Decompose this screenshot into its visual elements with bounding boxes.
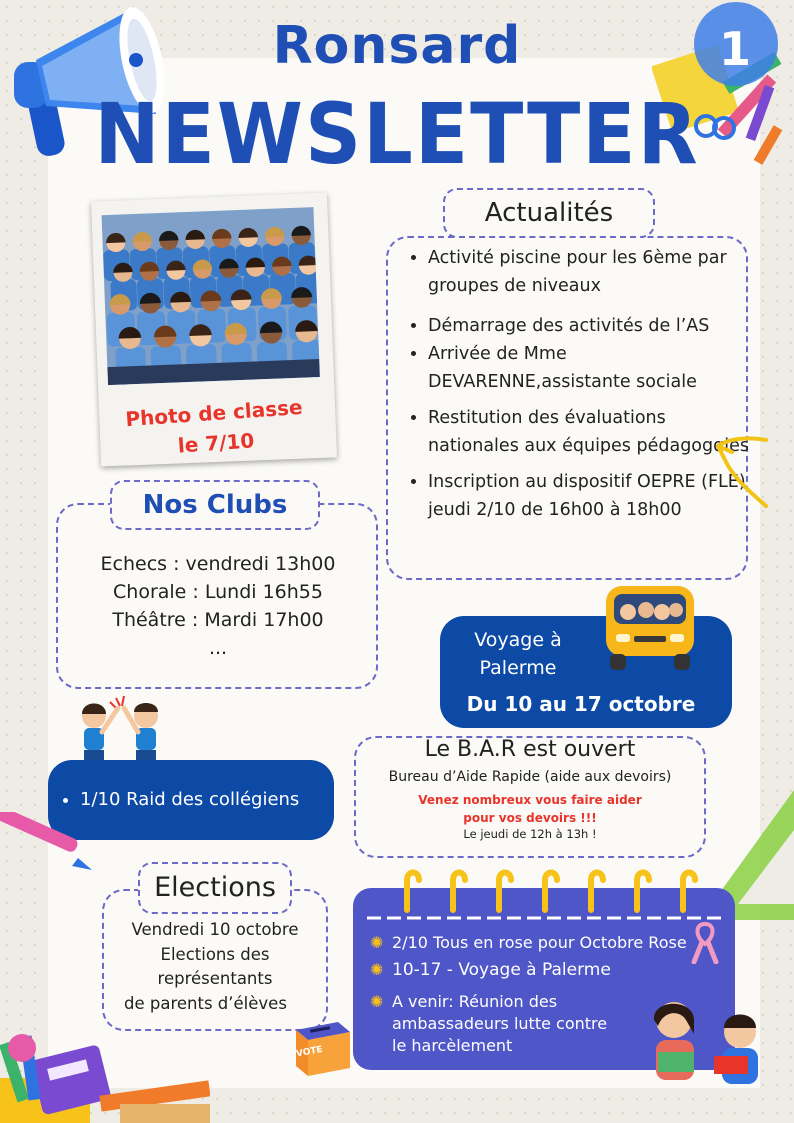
class-photo	[102, 207, 320, 385]
photo-caption-line2: le 7/10	[177, 428, 256, 458]
agenda-item-text: 10-17 - Voyage à Palerme	[392, 960, 611, 980]
club-item: Chorale : Lundi 16h55	[113, 581, 323, 603]
club-item: Echecs : vendredi 13h00	[100, 553, 336, 575]
voyage-line2: Palerme	[479, 657, 557, 679]
voyage-dates: Du 10 au 17 octobre	[466, 692, 696, 716]
bar-schedule: Le jeudi de 12h à 13h !	[463, 827, 597, 841]
newsletter-title-main: NEWSLETTER	[94, 86, 700, 184]
bar-subtitle: Bureau d’Aide Rapide (aide aux devoirs)	[388, 769, 672, 785]
newsletter-title-top: Ronsard	[272, 16, 522, 76]
voyage-title	[450, 626, 586, 682]
kids-high-five-illustration	[66, 694, 176, 768]
bar-highlight	[354, 791, 706, 827]
actualites-item: • Restitution des évaluations nationales aux équipes pédagogqies	[428, 404, 750, 460]
elections-line: de parents d’élèves	[124, 993, 287, 1013]
arrow-icon	[704, 432, 774, 512]
elections-title: Elections	[138, 862, 292, 914]
actualites-item: • Arrivée de Mme DEVARENNE,assistante sociale	[428, 340, 750, 396]
actualites-list	[404, 244, 750, 532]
stationery-pile-illustration	[0, 1018, 210, 1123]
actualites-title: Actualités	[443, 188, 655, 238]
elections-line: Elections des	[160, 944, 270, 964]
club-item: Théâtre : Mardi 17h00	[112, 609, 324, 631]
bar-title: Le B.A.R est ouvert	[424, 737, 636, 762]
bar-highlight-line2: pour vos devoirs !!!	[463, 811, 597, 825]
sun-bullet-icon: ✺	[370, 933, 384, 952]
raid-list	[56, 786, 332, 822]
sun-bullet-icon: ✺	[370, 960, 384, 979]
school-bus-icon	[600, 578, 700, 674]
sun-bullet-icon: ✺	[370, 992, 384, 1011]
agenda-item-text: 2/10 Tous en rose pour Octobre Rose	[392, 933, 687, 952]
agenda-item	[370, 959, 694, 981]
clubs-list	[60, 550, 376, 662]
vote-label: VOTE	[295, 1044, 324, 1060]
agenda-item	[370, 991, 620, 1057]
bar-highlight-line1: Venez nombreux vous faire aider	[418, 793, 642, 807]
issue-number: 1	[718, 22, 751, 76]
photo-caption-line1: Photo de classe	[124, 394, 304, 432]
elections-line: Vendredi 10 octobre	[131, 920, 299, 939]
elections-line: représentants	[157, 969, 273, 988]
pen-icon	[0, 812, 96, 874]
agenda-item-text: A venir: Réunion des ambassadeurs lutte contre le harcèlement	[392, 992, 608, 1055]
raid-item: • 1/10 Raid des collégiens	[80, 786, 332, 814]
actualites-item: • Activité piscine pour les 6ème par groupes de niveaux	[428, 244, 750, 300]
agenda-item	[370, 932, 694, 954]
actualites-item: • Inscription au dispositif OEPRE (FLE) jeudi 2/10 de 16h00 à 18h00	[428, 468, 750, 524]
kids-reading-illustration	[640, 990, 780, 1094]
notebook-rings	[353, 866, 735, 926]
actualites-item: • Démarrage des activités de l’AS	[428, 312, 750, 340]
pink-ribbon-icon	[690, 920, 720, 964]
elections-text	[104, 918, 326, 1016]
clubs-title: Nos Clubs	[110, 480, 320, 530]
voyage-line1: Voyage à	[474, 629, 562, 651]
club-item: ...	[208, 637, 228, 659]
